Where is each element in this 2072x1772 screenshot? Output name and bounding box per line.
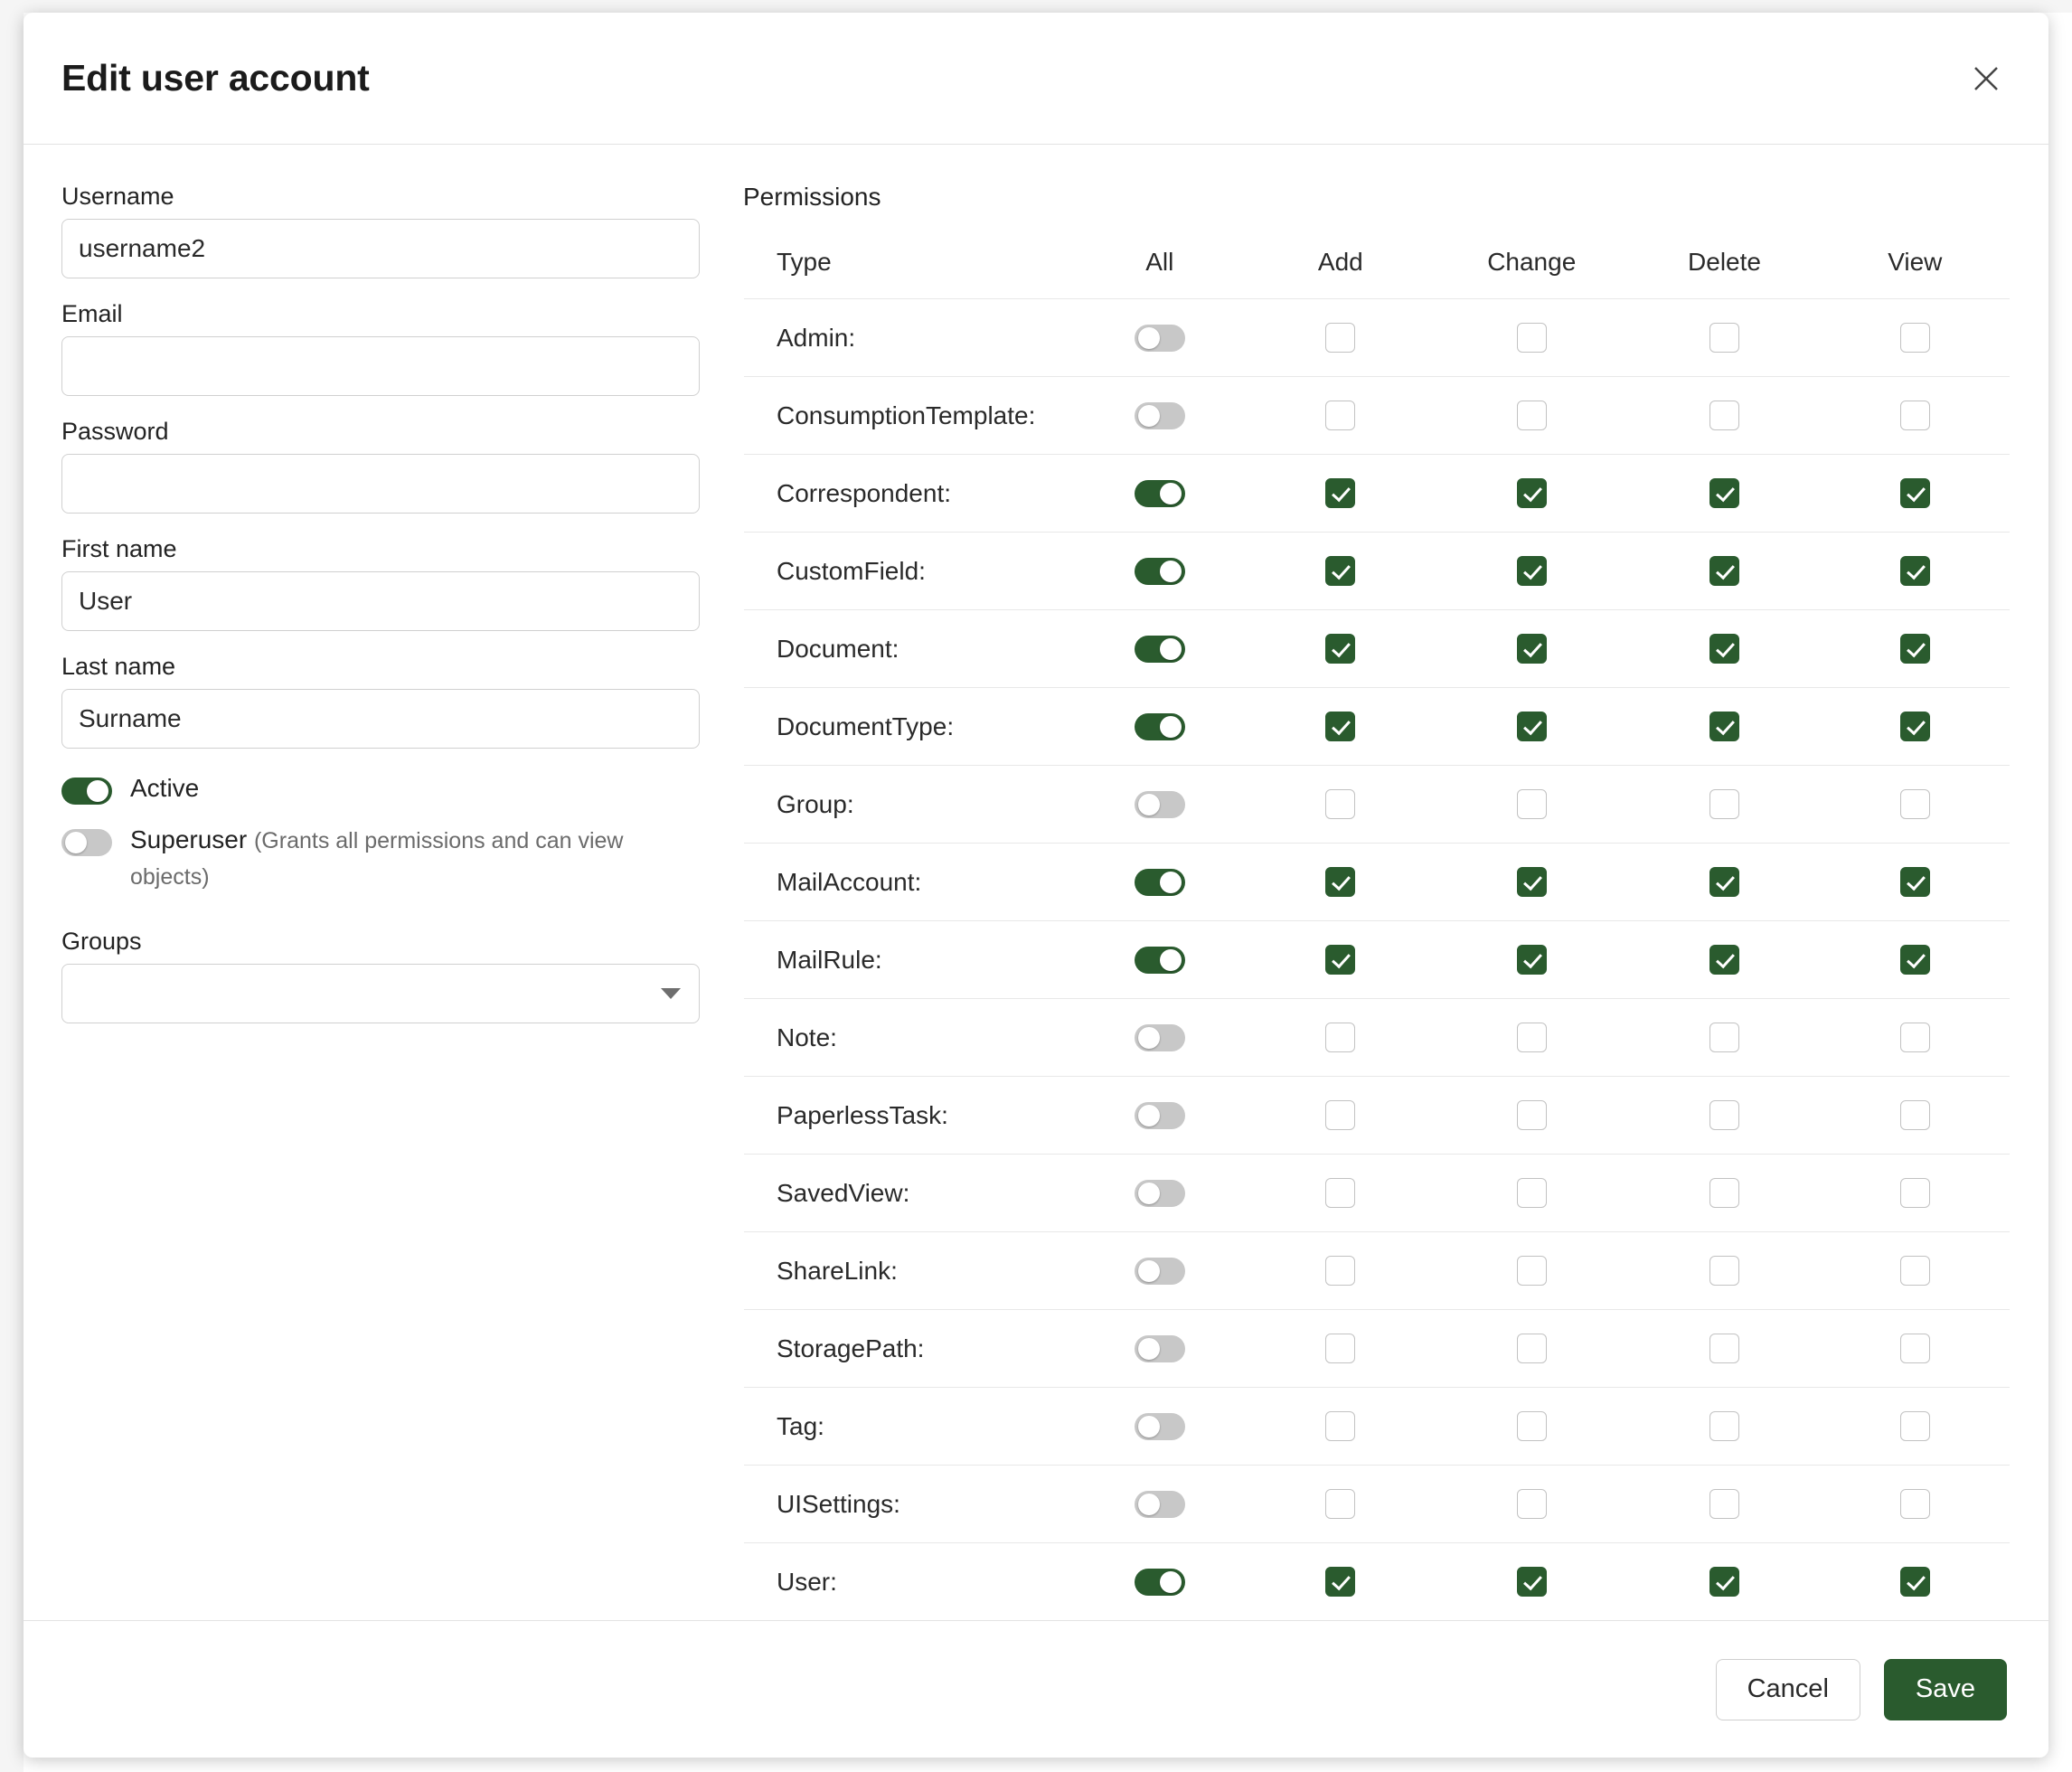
permission-add-checkbox[interactable] bbox=[1325, 401, 1355, 430]
table-row bbox=[744, 844, 2011, 921]
table-row bbox=[744, 1310, 2011, 1388]
permission-delete-checkbox[interactable] bbox=[1709, 401, 1739, 430]
table-row bbox=[744, 1543, 2011, 1621]
permission-change-checkbox-cell bbox=[1435, 921, 1628, 999]
email-field[interactable] bbox=[61, 336, 700, 396]
permission-change-checkbox[interactable] bbox=[1517, 478, 1547, 508]
permission-add-checkbox[interactable] bbox=[1325, 1178, 1355, 1208]
table-row bbox=[744, 1388, 2011, 1466]
permission-add-checkbox[interactable] bbox=[1325, 867, 1355, 897]
permission-change-checkbox-cell bbox=[1435, 844, 1628, 921]
permission-change-checkbox-cell bbox=[1435, 1310, 1628, 1388]
permission-delete-checkbox-cell bbox=[1628, 1310, 1820, 1388]
permission-type-label: SavedView: bbox=[744, 1155, 1073, 1232]
permission-all-toggle[interactable] bbox=[1135, 402, 1185, 429]
permission-add-checkbox-cell bbox=[1247, 377, 1436, 455]
permission-view-checkbox-cell bbox=[1821, 766, 2011, 844]
permission-view-checkbox[interactable] bbox=[1900, 1023, 1930, 1052]
permission-delete-checkbox[interactable] bbox=[1709, 1178, 1739, 1208]
permission-view-checkbox-cell bbox=[1821, 1232, 2011, 1310]
first-name-input[interactable] bbox=[61, 571, 700, 631]
cancel-button[interactable]: Cancel bbox=[1716, 1659, 1860, 1720]
permission-change-checkbox-cell bbox=[1435, 533, 1628, 610]
permission-delete-checkbox[interactable] bbox=[1709, 712, 1739, 741]
permission-all-cell bbox=[1073, 1543, 1247, 1621]
superuser-toggle[interactable] bbox=[61, 829, 112, 856]
permission-view-checkbox-cell bbox=[1821, 1388, 2011, 1466]
permission-type-label: MailAccount: bbox=[744, 844, 1073, 921]
permission-view-checkbox[interactable] bbox=[1900, 712, 1930, 741]
permission-delete-checkbox-cell bbox=[1628, 533, 1820, 610]
permission-view-checkbox-cell bbox=[1821, 1155, 2011, 1232]
permission-all-toggle[interactable] bbox=[1135, 480, 1185, 507]
permission-all-cell bbox=[1073, 533, 1247, 610]
permission-view-checkbox[interactable] bbox=[1900, 556, 1930, 586]
column-header-view: View bbox=[1821, 225, 2011, 299]
permissions-title: Permissions bbox=[743, 183, 881, 211]
permission-delete-checkbox[interactable] bbox=[1709, 1411, 1739, 1441]
permission-add-checkbox[interactable] bbox=[1325, 1023, 1355, 1052]
table-row bbox=[744, 610, 2011, 688]
permission-delete-checkbox[interactable] bbox=[1709, 1334, 1739, 1363]
permission-type-label: Tag: bbox=[744, 1388, 1073, 1466]
permission-type-label: Correspondent: bbox=[744, 455, 1073, 533]
permission-all-cell bbox=[1073, 1310, 1247, 1388]
permission-all-toggle[interactable] bbox=[1135, 1335, 1185, 1362]
table-row bbox=[744, 533, 2011, 610]
permission-add-checkbox-cell bbox=[1247, 1232, 1436, 1310]
permission-view-checkbox[interactable] bbox=[1900, 478, 1930, 508]
permission-all-toggle[interactable] bbox=[1135, 1024, 1185, 1051]
permission-view-checkbox[interactable] bbox=[1900, 1100, 1930, 1130]
permission-delete-checkbox-cell bbox=[1628, 1232, 1820, 1310]
permission-delete-checkbox-cell bbox=[1628, 299, 1820, 377]
permission-view-checkbox[interactable] bbox=[1900, 1567, 1930, 1597]
permission-view-checkbox-cell bbox=[1821, 844, 2011, 921]
permission-add-checkbox-cell bbox=[1247, 1077, 1436, 1155]
permission-change-checkbox-cell bbox=[1435, 1077, 1628, 1155]
permission-type-label: PaperlessTask: bbox=[744, 1077, 1073, 1155]
permission-change-checkbox-cell bbox=[1435, 1543, 1628, 1621]
permission-view-checkbox-cell bbox=[1821, 999, 2011, 1077]
permission-type-label: ConsumptionTemplate: bbox=[744, 377, 1073, 455]
permission-all-toggle[interactable] bbox=[1135, 947, 1185, 974]
permission-change-checkbox[interactable] bbox=[1517, 556, 1547, 586]
permission-change-checkbox[interactable] bbox=[1517, 1411, 1547, 1441]
permission-view-checkbox[interactable] bbox=[1900, 401, 1930, 430]
column-header-add: Add bbox=[1247, 225, 1436, 299]
permission-add-checkbox[interactable] bbox=[1325, 478, 1355, 508]
column-header-delete: Delete bbox=[1628, 225, 1820, 299]
permission-view-checkbox-cell bbox=[1821, 610, 2011, 688]
table-row bbox=[744, 299, 2011, 377]
permission-type-label: ShareLink: bbox=[744, 1232, 1073, 1310]
permission-view-checkbox[interactable] bbox=[1900, 789, 1930, 819]
permission-view-checkbox[interactable] bbox=[1900, 945, 1930, 975]
permission-all-cell bbox=[1073, 1232, 1247, 1310]
permission-view-checkbox[interactable] bbox=[1900, 1334, 1930, 1363]
permission-all-cell bbox=[1073, 455, 1247, 533]
column-header-change: Change bbox=[1435, 225, 1628, 299]
permission-all-cell bbox=[1073, 999, 1247, 1077]
permission-change-checkbox[interactable] bbox=[1517, 1100, 1547, 1130]
email-label: Email bbox=[61, 300, 123, 327]
permission-type-label: Group: bbox=[744, 766, 1073, 844]
permission-add-checkbox[interactable] bbox=[1325, 945, 1355, 975]
permission-add-checkbox-cell bbox=[1247, 1466, 1436, 1543]
permission-add-checkbox[interactable] bbox=[1325, 789, 1355, 819]
permission-add-checkbox[interactable] bbox=[1325, 1411, 1355, 1441]
superuser-hint: (Grants all permissions and can view objects) bbox=[130, 827, 624, 891]
permission-add-checkbox[interactable] bbox=[1325, 1489, 1355, 1519]
permission-type-label: User: bbox=[777, 1567, 837, 1596]
groups-label: Groups bbox=[61, 927, 142, 955]
page-title: Edit user account bbox=[61, 57, 370, 99]
table-row bbox=[744, 766, 2011, 844]
permission-add-checkbox-cell bbox=[1247, 1388, 1436, 1466]
permission-all-toggle[interactable] bbox=[1135, 713, 1185, 740]
permission-all-cell bbox=[1073, 1155, 1247, 1232]
permission-change-checkbox-cell bbox=[1435, 1466, 1628, 1543]
permission-change-checkbox-cell bbox=[1435, 1155, 1628, 1232]
permission-delete-checkbox-cell bbox=[1628, 1155, 1820, 1232]
table-row bbox=[744, 921, 2011, 999]
permission-add-checkbox-cell bbox=[1247, 766, 1436, 844]
permission-add-checkbox-cell bbox=[1247, 1543, 1436, 1621]
permission-delete-checkbox[interactable] bbox=[1709, 1256, 1739, 1286]
permission-all-cell bbox=[1073, 688, 1247, 766]
permission-view-checkbox-cell bbox=[1821, 1543, 2011, 1621]
table-header-row bbox=[744, 225, 2011, 299]
permission-delete-checkbox-cell bbox=[1628, 1388, 1820, 1466]
permission-change-checkbox-cell bbox=[1435, 455, 1628, 533]
permissions-scroll[interactable] bbox=[743, 224, 2011, 1620]
last-name-input[interactable] bbox=[61, 689, 700, 749]
groups-select[interactable] bbox=[61, 964, 700, 1023]
permission-delete-checkbox[interactable] bbox=[1709, 556, 1739, 586]
permission-change-checkbox[interactable] bbox=[1517, 323, 1547, 353]
table-row bbox=[744, 688, 2011, 766]
active-toggle-row bbox=[61, 770, 703, 807]
permission-add-checkbox[interactable] bbox=[1325, 712, 1355, 741]
column-header-all: All bbox=[1073, 225, 1247, 299]
permission-add-checkbox[interactable] bbox=[1325, 1334, 1355, 1363]
permission-view-checkbox-cell bbox=[1821, 455, 2011, 533]
permission-view-checkbox[interactable] bbox=[1900, 867, 1930, 897]
permission-all-toggle[interactable] bbox=[1135, 1258, 1185, 1285]
table-row bbox=[744, 1232, 2011, 1310]
permission-delete-checkbox[interactable] bbox=[1709, 1567, 1739, 1597]
permission-delete-checkbox-cell bbox=[1628, 1466, 1820, 1543]
permission-type-label: Document: bbox=[744, 610, 1073, 688]
permission-all-cell bbox=[1073, 299, 1247, 377]
permission-delete-checkbox-cell bbox=[1628, 999, 1820, 1077]
permission-all-cell bbox=[1073, 377, 1247, 455]
permission-view-checkbox[interactable] bbox=[1900, 1256, 1930, 1286]
permission-all-toggle[interactable] bbox=[1135, 1413, 1185, 1440]
permission-add-checkbox[interactable] bbox=[1325, 1100, 1355, 1130]
table-row bbox=[744, 455, 2011, 533]
permission-add-checkbox[interactable] bbox=[1325, 634, 1355, 664]
permission-change-checkbox[interactable] bbox=[1517, 1567, 1547, 1597]
permission-delete-checkbox-cell bbox=[1628, 844, 1820, 921]
permission-add-checkbox-cell bbox=[1247, 1155, 1436, 1232]
permission-all-toggle[interactable] bbox=[1135, 1569, 1185, 1596]
permission-delete-checkbox-cell bbox=[1628, 377, 1820, 455]
permission-view-checkbox[interactable] bbox=[1900, 1178, 1930, 1208]
permission-type-label: Admin: bbox=[744, 299, 1073, 377]
background-strip-left bbox=[0, 0, 24, 1772]
permission-change-checkbox[interactable] bbox=[1517, 1178, 1547, 1208]
permission-change-checkbox[interactable] bbox=[1517, 1334, 1547, 1363]
permission-delete-checkbox-cell bbox=[1628, 1077, 1820, 1155]
permission-add-checkbox-cell bbox=[1247, 455, 1436, 533]
permission-change-checkbox-cell bbox=[1435, 610, 1628, 688]
close-icon[interactable] bbox=[1965, 58, 2007, 99]
permission-type-label: MailRule: bbox=[744, 921, 1073, 999]
permission-view-checkbox-cell bbox=[1821, 533, 2011, 610]
permission-add-checkbox-cell bbox=[1247, 921, 1436, 999]
chevron-down-icon bbox=[661, 988, 681, 999]
permission-add-checkbox-cell bbox=[1247, 688, 1436, 766]
permission-all-cell bbox=[1073, 1077, 1247, 1155]
permission-all-cell bbox=[1073, 1388, 1247, 1466]
dialog-header bbox=[24, 13, 2048, 145]
permission-delete-checkbox[interactable] bbox=[1709, 1100, 1739, 1130]
first-name-label: First name bbox=[61, 535, 177, 562]
permission-delete-checkbox-cell bbox=[1628, 766, 1820, 844]
username-input[interactable] bbox=[61, 219, 700, 278]
permission-change-checkbox[interactable] bbox=[1517, 945, 1547, 975]
password-field[interactable] bbox=[61, 454, 700, 514]
permission-all-cell bbox=[1073, 766, 1247, 844]
permission-add-checkbox-cell bbox=[1247, 533, 1436, 610]
permission-all-cell bbox=[1073, 921, 1247, 999]
permission-all-cell bbox=[1073, 844, 1247, 921]
permission-change-checkbox[interactable] bbox=[1517, 401, 1547, 430]
permission-add-checkbox-cell bbox=[1247, 844, 1436, 921]
permission-view-checkbox[interactable] bbox=[1900, 1489, 1930, 1519]
permission-delete-checkbox[interactable] bbox=[1709, 323, 1739, 353]
permission-all-toggle[interactable] bbox=[1135, 1491, 1185, 1518]
permission-type-label: StoragePath: bbox=[744, 1310, 1073, 1388]
permission-type-label: DocumentType: bbox=[744, 688, 1073, 766]
permission-all-toggle[interactable] bbox=[1135, 636, 1185, 663]
permission-change-checkbox-cell bbox=[1435, 999, 1628, 1077]
permission-all-toggle[interactable] bbox=[1135, 1102, 1185, 1129]
permission-add-checkbox-cell bbox=[1247, 610, 1436, 688]
permission-change-checkbox[interactable] bbox=[1517, 867, 1547, 897]
table-row bbox=[744, 999, 2011, 1077]
permission-all-toggle[interactable] bbox=[1135, 1180, 1185, 1207]
permission-change-checkbox-cell bbox=[1435, 299, 1628, 377]
permission-view-checkbox[interactable] bbox=[1900, 1411, 1930, 1441]
permission-delete-checkbox[interactable] bbox=[1709, 945, 1739, 975]
user-details-form bbox=[61, 183, 703, 1620]
permission-all-toggle[interactable] bbox=[1135, 791, 1185, 818]
permission-delete-checkbox-cell bbox=[1628, 1543, 1820, 1621]
permission-add-checkbox-cell bbox=[1247, 299, 1436, 377]
permission-add-checkbox-cell bbox=[1247, 999, 1436, 1077]
column-header-type: Type bbox=[744, 225, 1073, 299]
permission-view-checkbox-cell bbox=[1821, 921, 2011, 999]
permission-type-label: UISettings: bbox=[744, 1466, 1073, 1543]
background-strip-top bbox=[0, 0, 2072, 13]
permission-change-checkbox[interactable] bbox=[1517, 712, 1547, 741]
password-label: Password bbox=[61, 418, 169, 445]
permission-add-checkbox-cell bbox=[1247, 1310, 1436, 1388]
permission-delete-checkbox-cell bbox=[1628, 688, 1820, 766]
last-name-label: Last name bbox=[61, 653, 176, 680]
permission-view-checkbox-cell bbox=[1821, 1310, 2011, 1388]
permission-all-toggle[interactable] bbox=[1135, 558, 1185, 585]
superuser-toggle-row bbox=[61, 822, 703, 895]
permission-type-label: CustomField: bbox=[744, 533, 1073, 610]
permission-view-checkbox-cell bbox=[1821, 1466, 2011, 1543]
permission-delete-checkbox[interactable] bbox=[1709, 1489, 1739, 1519]
permission-all-cell bbox=[1073, 1466, 1247, 1543]
table-row bbox=[744, 1466, 2011, 1543]
permission-change-checkbox-cell bbox=[1435, 766, 1628, 844]
permission-view-checkbox[interactable] bbox=[1900, 634, 1930, 664]
permission-change-checkbox[interactable] bbox=[1517, 1489, 1547, 1519]
username-label: Username bbox=[61, 183, 174, 210]
active-label: Active bbox=[130, 774, 200, 802]
permission-change-checkbox-cell bbox=[1435, 1388, 1628, 1466]
permission-change-checkbox[interactable] bbox=[1517, 634, 1547, 664]
permission-add-checkbox[interactable] bbox=[1325, 1567, 1355, 1597]
table-row bbox=[744, 377, 2011, 455]
permission-type-label: Note: bbox=[744, 999, 1073, 1077]
permission-change-checkbox[interactable] bbox=[1517, 1256, 1547, 1286]
dialog-body bbox=[24, 145, 2048, 1620]
permission-change-checkbox-cell bbox=[1435, 688, 1628, 766]
permission-change-checkbox-cell bbox=[1435, 377, 1628, 455]
permission-delete-checkbox[interactable] bbox=[1709, 1023, 1739, 1052]
table-row bbox=[744, 1155, 2011, 1232]
permission-all-toggle[interactable] bbox=[1135, 325, 1185, 352]
permission-change-checkbox[interactable] bbox=[1517, 1023, 1547, 1052]
permission-add-checkbox[interactable] bbox=[1325, 556, 1355, 586]
edit-user-dialog bbox=[24, 13, 2048, 1758]
save-button[interactable]: Save bbox=[1884, 1659, 2007, 1720]
dialog-footer bbox=[24, 1620, 2048, 1758]
permission-view-checkbox-cell bbox=[1821, 1077, 2011, 1155]
permission-change-checkbox[interactable] bbox=[1517, 789, 1547, 819]
permission-delete-checkbox[interactable] bbox=[1709, 478, 1739, 508]
permission-delete-checkbox[interactable] bbox=[1709, 867, 1739, 897]
permission-all-cell bbox=[1073, 610, 1247, 688]
permission-add-checkbox[interactable] bbox=[1325, 323, 1355, 353]
permission-change-checkbox-cell bbox=[1435, 1232, 1628, 1310]
permission-delete-checkbox-cell bbox=[1628, 455, 1820, 533]
permissions-table bbox=[743, 224, 2011, 1620]
permission-delete-checkbox[interactable] bbox=[1709, 789, 1739, 819]
permission-view-checkbox-cell bbox=[1821, 377, 2011, 455]
permission-all-toggle[interactable] bbox=[1135, 869, 1185, 896]
permission-view-checkbox-cell bbox=[1821, 299, 2011, 377]
superuser-label: Superuser bbox=[130, 825, 248, 853]
table-row bbox=[744, 1077, 2011, 1155]
permission-delete-checkbox-cell bbox=[1628, 610, 1820, 688]
active-toggle[interactable] bbox=[61, 778, 112, 805]
permission-delete-checkbox-cell bbox=[1628, 921, 1820, 999]
permission-add-checkbox[interactable] bbox=[1325, 1256, 1355, 1286]
permissions-section bbox=[743, 183, 2011, 1620]
permission-view-checkbox[interactable] bbox=[1900, 323, 1930, 353]
permission-view-checkbox-cell bbox=[1821, 688, 2011, 766]
permission-delete-checkbox[interactable] bbox=[1709, 634, 1739, 664]
